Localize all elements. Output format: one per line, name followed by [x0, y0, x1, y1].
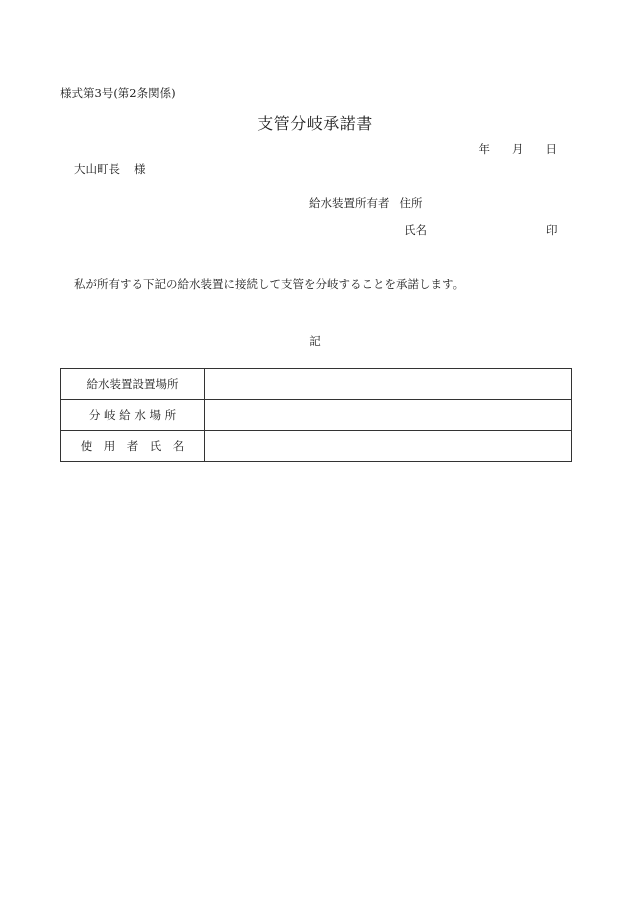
owner-address-line	[309, 195, 423, 211]
row-label-user-name: 使 用 者 氏 名	[61, 431, 205, 462]
document-title: 支管分岐承諾書	[257, 114, 373, 133]
details-table	[60, 368, 572, 462]
row-value-branch-location	[205, 400, 572, 431]
owner-label: 給水装置所有者	[309, 196, 390, 210]
address-label: 住所	[399, 196, 423, 210]
addressee	[74, 161, 146, 177]
table-row	[61, 369, 572, 400]
name-label: 氏名	[404, 223, 427, 237]
seal-label: 印	[546, 223, 558, 237]
year-label: 年	[478, 142, 490, 156]
addressee-name: 大山町長	[74, 162, 120, 176]
row-value-user-name	[205, 431, 572, 462]
month-label: 月	[512, 142, 524, 156]
row-label-installation-location: 給水装置設置場所	[61, 369, 205, 400]
form-number: 様式第3号(第2条関係)	[60, 86, 176, 100]
date-line	[479, 141, 558, 157]
row-label-branch-location: 分 岐 給 水 場 所	[61, 400, 205, 431]
day-label: 日	[545, 142, 557, 156]
table-row	[61, 431, 572, 462]
row-value-installation-location	[205, 369, 572, 400]
addressee-honorific: 様	[134, 162, 146, 176]
consent-statement: 私が所有する下記の給水装置に接続して支管を分岐することを承諾します。	[74, 277, 465, 291]
ki-heading: 記	[309, 334, 321, 348]
table-row	[61, 400, 572, 431]
